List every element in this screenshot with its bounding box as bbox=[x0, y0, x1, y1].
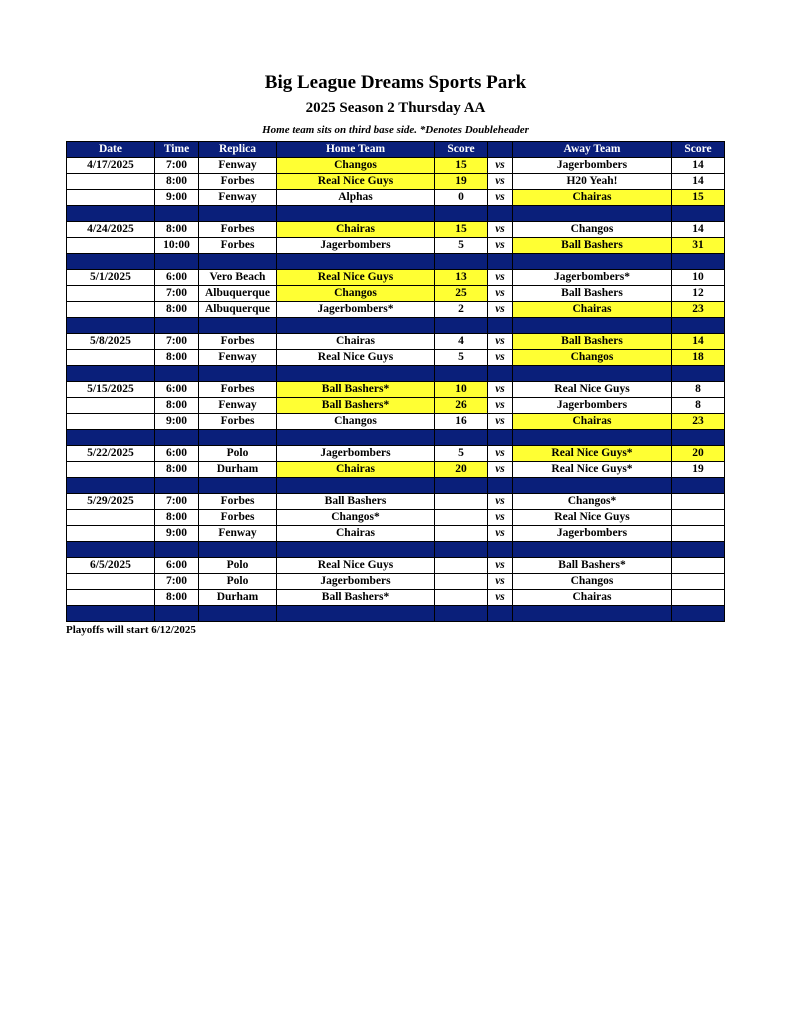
game-replica: Fenway bbox=[199, 526, 277, 542]
game-replica: Forbes bbox=[199, 174, 277, 190]
away-score bbox=[672, 574, 725, 590]
vs-label: vs bbox=[488, 414, 513, 430]
home-team: Ball Bashers* bbox=[277, 382, 435, 398]
vs-label: vs bbox=[488, 174, 513, 190]
home-team: Jagerbombers bbox=[277, 574, 435, 590]
game-replica: Vero Beach bbox=[199, 270, 277, 286]
home-score: 13 bbox=[435, 270, 488, 286]
away-team: Ball Bashers bbox=[513, 238, 672, 254]
game-date: 6/5/2025 bbox=[67, 558, 155, 574]
home-team: Real Nice Guys bbox=[277, 558, 435, 574]
separator-cell bbox=[277, 430, 435, 446]
vs-label: vs bbox=[488, 526, 513, 542]
separator-cell bbox=[435, 318, 488, 334]
week-separator bbox=[67, 430, 725, 446]
separator-cell bbox=[277, 318, 435, 334]
game-date bbox=[67, 590, 155, 606]
game-time: 7:00 bbox=[155, 158, 199, 174]
col-away-score: Score bbox=[672, 142, 725, 158]
vs-label: vs bbox=[488, 302, 513, 318]
separator-cell bbox=[155, 606, 199, 622]
game-replica: Forbes bbox=[199, 382, 277, 398]
vs-label: vs bbox=[488, 494, 513, 510]
game-time: 8:00 bbox=[155, 174, 199, 190]
week-separator bbox=[67, 206, 725, 222]
away-score bbox=[672, 526, 725, 542]
separator-cell bbox=[199, 254, 277, 270]
game-time: 6:00 bbox=[155, 446, 199, 462]
game-date bbox=[67, 510, 155, 526]
home-team: Chairas bbox=[277, 222, 435, 238]
game-time: 8:00 bbox=[155, 302, 199, 318]
game-date: 4/17/2025 bbox=[67, 158, 155, 174]
away-team: Jagerbombers bbox=[513, 158, 672, 174]
separator-cell bbox=[67, 206, 155, 222]
game-replica: Forbes bbox=[199, 238, 277, 254]
separator-cell bbox=[435, 254, 488, 270]
separator-cell bbox=[513, 206, 672, 222]
vs-label: vs bbox=[488, 398, 513, 414]
separator-cell bbox=[199, 206, 277, 222]
week-separator bbox=[67, 254, 725, 270]
separator-cell bbox=[488, 606, 513, 622]
game-row bbox=[67, 590, 725, 606]
separator-cell bbox=[67, 366, 155, 382]
separator-cell bbox=[155, 430, 199, 446]
away-team: Changos bbox=[513, 350, 672, 366]
separator-cell bbox=[277, 254, 435, 270]
vs-label: vs bbox=[488, 382, 513, 398]
home-score bbox=[435, 590, 488, 606]
col-home-team: Home Team bbox=[277, 142, 435, 158]
vs-label: vs bbox=[488, 574, 513, 590]
vs-label: vs bbox=[488, 350, 513, 366]
home-team: Changos* bbox=[277, 510, 435, 526]
vs-label: vs bbox=[488, 158, 513, 174]
home-team: Changos bbox=[277, 286, 435, 302]
away-team: H20 Yeah! bbox=[513, 174, 672, 190]
game-row bbox=[67, 414, 725, 430]
home-score bbox=[435, 510, 488, 526]
separator-cell bbox=[199, 478, 277, 494]
separator-cell bbox=[67, 478, 155, 494]
home-score bbox=[435, 558, 488, 574]
game-row bbox=[67, 222, 725, 238]
game-date bbox=[67, 526, 155, 542]
playoffs-note: Playoffs will start 6/12/2025 bbox=[66, 624, 196, 636]
game-replica: Forbes bbox=[199, 510, 277, 526]
game-replica: Durham bbox=[199, 462, 277, 478]
game-row bbox=[67, 558, 725, 574]
away-team: Changos bbox=[513, 222, 672, 238]
separator-cell bbox=[199, 430, 277, 446]
home-team: Jagerbombers* bbox=[277, 302, 435, 318]
away-score: 15 bbox=[672, 190, 725, 206]
vs-label: vs bbox=[488, 510, 513, 526]
game-row bbox=[67, 526, 725, 542]
home-score: 19 bbox=[435, 174, 488, 190]
vs-label: vs bbox=[488, 222, 513, 238]
home-score: 20 bbox=[435, 462, 488, 478]
game-time: 7:00 bbox=[155, 286, 199, 302]
game-time: 6:00 bbox=[155, 270, 199, 286]
separator-cell bbox=[199, 606, 277, 622]
game-row bbox=[67, 398, 725, 414]
col-time: Time bbox=[155, 142, 199, 158]
separator-cell bbox=[67, 542, 155, 558]
away-score bbox=[672, 494, 725, 510]
away-team: Real Nice Guys bbox=[513, 510, 672, 526]
game-time: 8:00 bbox=[155, 398, 199, 414]
separator-cell bbox=[155, 254, 199, 270]
away-score: 8 bbox=[672, 398, 725, 414]
vs-label: vs bbox=[488, 190, 513, 206]
vs-label: vs bbox=[488, 270, 513, 286]
col-replica: Replica bbox=[199, 142, 277, 158]
separator-cell bbox=[435, 430, 488, 446]
home-team: Chairas bbox=[277, 462, 435, 478]
away-team: Ball Bashers* bbox=[513, 558, 672, 574]
game-date bbox=[67, 190, 155, 206]
separator-cell bbox=[277, 366, 435, 382]
week-separator bbox=[67, 606, 725, 622]
game-replica: Polo bbox=[199, 558, 277, 574]
separator-cell bbox=[672, 206, 725, 222]
separator-cell bbox=[435, 478, 488, 494]
week-separator bbox=[67, 366, 725, 382]
game-replica: Forbes bbox=[199, 414, 277, 430]
home-team: Changos bbox=[277, 414, 435, 430]
home-team: Real Nice Guys bbox=[277, 174, 435, 190]
game-row bbox=[67, 302, 725, 318]
game-date bbox=[67, 414, 155, 430]
home-score bbox=[435, 526, 488, 542]
page-title: Big League Dreams Sports Park bbox=[264, 72, 527, 93]
week-separator bbox=[67, 542, 725, 558]
home-score: 4 bbox=[435, 334, 488, 350]
separator-cell bbox=[199, 542, 277, 558]
separator-cell bbox=[67, 318, 155, 334]
game-time: 8:00 bbox=[155, 590, 199, 606]
vs-label: vs bbox=[488, 590, 513, 606]
separator-cell bbox=[155, 366, 199, 382]
game-row bbox=[67, 174, 725, 190]
game-date: 5/29/2025 bbox=[67, 494, 155, 510]
game-date: 5/8/2025 bbox=[67, 334, 155, 350]
home-score: 5 bbox=[435, 446, 488, 462]
game-date bbox=[67, 462, 155, 478]
vs-label: vs bbox=[488, 286, 513, 302]
home-team: Real Nice Guys bbox=[277, 350, 435, 366]
game-date bbox=[67, 238, 155, 254]
away-score: 23 bbox=[672, 414, 725, 430]
game-row bbox=[67, 510, 725, 526]
game-row bbox=[67, 446, 725, 462]
away-score: 14 bbox=[672, 334, 725, 350]
away-score: 12 bbox=[672, 286, 725, 302]
game-time: 9:00 bbox=[155, 414, 199, 430]
page-subtitle: 2025 Season 2 Thursday AA bbox=[305, 100, 486, 116]
separator-cell bbox=[513, 366, 672, 382]
game-time: 8:00 bbox=[155, 350, 199, 366]
away-team: Changos* bbox=[513, 494, 672, 510]
separator-cell bbox=[672, 318, 725, 334]
separator-cell bbox=[199, 366, 277, 382]
game-row bbox=[67, 238, 725, 254]
game-row bbox=[67, 270, 725, 286]
separator-cell bbox=[513, 318, 672, 334]
vs-label: vs bbox=[488, 462, 513, 478]
game-replica: Polo bbox=[199, 574, 277, 590]
game-time: 8:00 bbox=[155, 222, 199, 238]
separator-cell bbox=[672, 478, 725, 494]
game-date: 5/1/2025 bbox=[67, 270, 155, 286]
separator-cell bbox=[672, 606, 725, 622]
separator-cell bbox=[155, 318, 199, 334]
home-team: Alphas bbox=[277, 190, 435, 206]
home-team: Chairas bbox=[277, 526, 435, 542]
home-score: 26 bbox=[435, 398, 488, 414]
home-score: 10 bbox=[435, 382, 488, 398]
separator-cell bbox=[277, 206, 435, 222]
vs-label: vs bbox=[488, 446, 513, 462]
game-row bbox=[67, 286, 725, 302]
separator-cell bbox=[277, 478, 435, 494]
away-score: 14 bbox=[672, 158, 725, 174]
separator-cell bbox=[155, 478, 199, 494]
game-replica: Durham bbox=[199, 590, 277, 606]
vs-label: vs bbox=[488, 334, 513, 350]
schedule-body bbox=[67, 158, 725, 622]
separator-cell bbox=[488, 318, 513, 334]
separator-cell bbox=[67, 606, 155, 622]
game-row bbox=[67, 574, 725, 590]
home-score: 2 bbox=[435, 302, 488, 318]
away-score bbox=[672, 558, 725, 574]
separator-cell bbox=[672, 366, 725, 382]
game-date bbox=[67, 350, 155, 366]
game-date: 4/24/2025 bbox=[67, 222, 155, 238]
game-replica: Albuquerque bbox=[199, 302, 277, 318]
away-team: Chairas bbox=[513, 414, 672, 430]
week-separator bbox=[67, 478, 725, 494]
home-score: 15 bbox=[435, 222, 488, 238]
game-replica: Forbes bbox=[199, 494, 277, 510]
col-away-team: Away Team bbox=[513, 142, 672, 158]
separator-cell bbox=[435, 366, 488, 382]
separator-cell bbox=[513, 606, 672, 622]
game-time: 6:00 bbox=[155, 558, 199, 574]
game-row bbox=[67, 334, 725, 350]
away-score bbox=[672, 590, 725, 606]
game-time: 10:00 bbox=[155, 238, 199, 254]
game-date bbox=[67, 286, 155, 302]
away-team: Chairas bbox=[513, 302, 672, 318]
away-score: 10 bbox=[672, 270, 725, 286]
away-team: Jagerbombers* bbox=[513, 270, 672, 286]
schedule-table bbox=[66, 141, 725, 622]
game-row bbox=[67, 494, 725, 510]
separator-cell bbox=[67, 430, 155, 446]
away-team: Real Nice Guys bbox=[513, 382, 672, 398]
game-date bbox=[67, 302, 155, 318]
vs-label: vs bbox=[488, 238, 513, 254]
game-row bbox=[67, 190, 725, 206]
separator-cell bbox=[488, 478, 513, 494]
game-replica: Fenway bbox=[199, 350, 277, 366]
col-vs bbox=[488, 142, 513, 158]
game-date bbox=[67, 398, 155, 414]
game-time: 9:00 bbox=[155, 526, 199, 542]
separator-cell bbox=[155, 206, 199, 222]
game-date: 5/15/2025 bbox=[67, 382, 155, 398]
away-score: 14 bbox=[672, 174, 725, 190]
game-date: 5/22/2025 bbox=[67, 446, 155, 462]
separator-cell bbox=[513, 478, 672, 494]
separator-cell bbox=[67, 254, 155, 270]
away-team: Changos bbox=[513, 574, 672, 590]
game-replica: Fenway bbox=[199, 158, 277, 174]
home-score: 15 bbox=[435, 158, 488, 174]
game-replica: Forbes bbox=[199, 334, 277, 350]
home-team: Jagerbombers bbox=[277, 238, 435, 254]
separator-cell bbox=[435, 542, 488, 558]
home-score: 0 bbox=[435, 190, 488, 206]
game-replica: Forbes bbox=[199, 222, 277, 238]
away-team: Chairas bbox=[513, 590, 672, 606]
home-team: Jagerbombers bbox=[277, 446, 435, 462]
game-replica: Albuquerque bbox=[199, 286, 277, 302]
doubleheader-note: Home team sits on third base side. *Denotes Doubleheader bbox=[262, 124, 529, 136]
away-team: Ball Bashers bbox=[513, 334, 672, 350]
game-time: 7:00 bbox=[155, 494, 199, 510]
separator-cell bbox=[672, 254, 725, 270]
away-score: 18 bbox=[672, 350, 725, 366]
separator-cell bbox=[513, 542, 672, 558]
away-score: 8 bbox=[672, 382, 725, 398]
home-score bbox=[435, 494, 488, 510]
away-score: 23 bbox=[672, 302, 725, 318]
home-team: Real Nice Guys bbox=[277, 270, 435, 286]
separator-cell bbox=[155, 542, 199, 558]
away-score: 20 bbox=[672, 446, 725, 462]
game-time: 8:00 bbox=[155, 462, 199, 478]
away-team: Chairas bbox=[513, 190, 672, 206]
game-time: 7:00 bbox=[155, 574, 199, 590]
col-date: Date bbox=[67, 142, 155, 158]
game-row bbox=[67, 158, 725, 174]
separator-cell bbox=[277, 606, 435, 622]
separator-cell bbox=[513, 430, 672, 446]
home-score: 5 bbox=[435, 350, 488, 366]
separator-cell bbox=[488, 366, 513, 382]
separator-cell bbox=[435, 206, 488, 222]
game-replica: Fenway bbox=[199, 190, 277, 206]
separator-cell bbox=[277, 542, 435, 558]
game-time: 7:00 bbox=[155, 334, 199, 350]
game-time: 6:00 bbox=[155, 382, 199, 398]
game-date bbox=[67, 174, 155, 190]
home-score: 16 bbox=[435, 414, 488, 430]
away-score bbox=[672, 510, 725, 526]
separator-cell bbox=[488, 206, 513, 222]
home-score: 25 bbox=[435, 286, 488, 302]
home-team: Ball Bashers* bbox=[277, 590, 435, 606]
game-row bbox=[67, 462, 725, 478]
separator-cell bbox=[435, 606, 488, 622]
game-replica: Fenway bbox=[199, 398, 277, 414]
game-time: 9:00 bbox=[155, 190, 199, 206]
separator-cell bbox=[488, 254, 513, 270]
away-team: Real Nice Guys* bbox=[513, 446, 672, 462]
game-row bbox=[67, 350, 725, 366]
away-team: Jagerbombers bbox=[513, 526, 672, 542]
week-separator bbox=[67, 318, 725, 334]
away-score: 19 bbox=[672, 462, 725, 478]
away-score: 31 bbox=[672, 238, 725, 254]
separator-cell bbox=[672, 542, 725, 558]
vs-label: vs bbox=[488, 558, 513, 574]
home-team: Chairas bbox=[277, 334, 435, 350]
separator-cell bbox=[199, 318, 277, 334]
separator-cell bbox=[488, 542, 513, 558]
home-team: Ball Bashers* bbox=[277, 398, 435, 414]
away-team: Ball Bashers bbox=[513, 286, 672, 302]
away-score: 14 bbox=[672, 222, 725, 238]
game-row bbox=[67, 382, 725, 398]
separator-cell bbox=[672, 430, 725, 446]
separator-cell bbox=[488, 430, 513, 446]
game-date bbox=[67, 574, 155, 590]
home-score bbox=[435, 574, 488, 590]
away-team: Jagerbombers bbox=[513, 398, 672, 414]
home-team: Changos bbox=[277, 158, 435, 174]
game-replica: Polo bbox=[199, 446, 277, 462]
home-team: Ball Bashers bbox=[277, 494, 435, 510]
col-home-score: Score bbox=[435, 142, 488, 158]
home-score: 5 bbox=[435, 238, 488, 254]
header-row bbox=[67, 142, 725, 158]
separator-cell bbox=[513, 254, 672, 270]
away-team: Real Nice Guys* bbox=[513, 462, 672, 478]
game-time: 8:00 bbox=[155, 510, 199, 526]
